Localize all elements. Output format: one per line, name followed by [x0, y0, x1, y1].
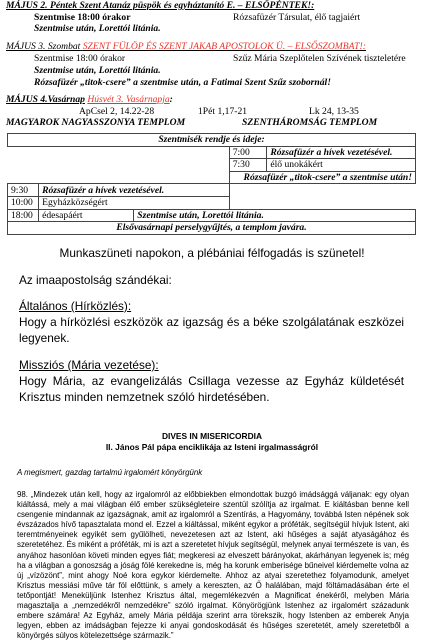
- encyclical-section-title: A megismert, gazdag tartalmú irgalomért könyörgünk: [17, 468, 203, 477]
- mass-time: 9:30: [8, 184, 39, 197]
- reading-1: ApCsel 2, 14.22-28: [79, 106, 155, 117]
- general-intention-title: Általános (Hírközlés):: [19, 299, 132, 313]
- apostolate-heading: Az imaapostolság szándékai:: [19, 273, 172, 287]
- office-hours-notice: Munkaszüneti napokon, a plébániai félfogadás is szünetel!: [59, 246, 365, 260]
- table-row: [8, 196, 416, 209]
- may2-after-mass: Szentmise után, Lorettói litánia.: [34, 23, 161, 34]
- mass-intention: Egyházközségért: [39, 196, 230, 209]
- may3-after-mass: Szentmise után, Lorettói litánia.: [34, 65, 161, 76]
- mass-intention: Rózsafüzér „titok-csere” a szentmise után!: [229, 171, 415, 184]
- mass-time: 10:00: [8, 196, 39, 209]
- table-footer-row: [8, 222, 416, 235]
- table-row: [8, 184, 416, 197]
- mass-intention: édesapáért: [39, 209, 134, 222]
- table-row: [8, 209, 416, 222]
- church-left: MAGYAROK NAGYASSZONYA TEMPLOM: [6, 117, 186, 128]
- may3-mass-time: Szentmise 18:00 órakor: [34, 53, 126, 64]
- table-header: Szentmisék rendje és ideje:: [8, 134, 416, 147]
- church-right: SZENTHÁROMSÁG TEMPLOM: [242, 117, 378, 128]
- reading-2: 1Pét 1,17-21: [198, 106, 248, 117]
- may3-date: MÁJUS 3. Szombat SZENT FÜLÖP ÉS SZENT JAKAB APOSTOLOK Ü. – ELSŐSZOMBAT!:: [6, 41, 366, 52]
- mass-time: 18:00: [8, 209, 39, 222]
- may4-date: MÁJUS 4.Vasárnap Húsvét 3. Vasárnapja:: [6, 94, 173, 105]
- table-footer: Elsővasárnapi perselygyűjtés, a templom javára.: [8, 222, 416, 235]
- mission-intention-text: Hogy Mária, az evangelizálás Csillaga vezesse az Egyház küldetését Krisztus minden nemzetnek szóló hirdetésében.: [19, 374, 404, 404]
- mass-time: 7:30: [229, 159, 267, 172]
- encyclical-paragraph: 98. „Mindezek után kell, hogy az irgalomról az előbbiekben elmondottak buzgó imádsággá váljanak: egy olyan kiáltássá, mely a mai világban élő ember szükségleteire szentül szólítja az irgalmat. E kiáltásban benne kell csengenie mindannak az igazságnak, amit az irgalomról a Szentírás, a Hagyomány, továbbá Isten népének sok évszázados hívő tapasztalata mond el. Ezzel a kiáltással, miként egykor a próféták, segítségül hívjuk Istent, aki teremtményeinek egyikét sem gyűlölheti, nevezetesen azt az Istent, aki hűséges a saját atyaságához és szeretetéhez. És miként a próféták, mi is azt a szeretetet hívjuk segítségül, melynek anyai természete is van, és anyához hasonlóan követi minden egyes fiát; megkeresi az elveszett bárányokat, akárhányan legyenek is; még ha a világban a gonoszság a jóság fölé kerekedne is, még ha korunk emberisége bűneivel kiérdemelte volna az új „vízözönt”, mint ahogy Noé kora egykor kiérdemelte. Ahhoz az atyai szeretethez folyamodunk, amelyet Krisztus messiási műve tár föl előttünk, s amely a kereszten, az Ő halálában, majd föltámadásában érte el tetőpontját! Meneküljünk Istenhez Krisztus által, megemlékezvén a Magnificat énekéről, melyben Mária magasztalja a „nemzedékről nemzedékre” szóló irgalmat. Könyörögjünk Istenhez az irgalomért századunk embere számára! Az Egyház, amely Mária példája szerint arra törekszik, hogy Istenben az emberek Anyja legyen, ebben az imádságban fejezze ki anyai gondoskodását és hűséges szeretetét, amely szeretetből a könyörgés súlyos kötelezettsége származik.”: [17, 490, 409, 641]
- mission-intention-title: Missziós (Mária vezetése):: [19, 358, 159, 372]
- may3-rosary-note: Rózsafüzér „titok-csere” a szentmise után, a Fatimai Szent Szűz szobornál!: [34, 77, 331, 88]
- table-row: [8, 159, 416, 172]
- mass-intention: Rózsafüzér a hívek vezetésével.: [267, 146, 416, 159]
- reading-3: Lk 24, 13-35: [309, 106, 359, 117]
- general-intention-text: Hogy a hírközlési eszközök az igazság és a béke szolgálatának eszközei legyenek.: [19, 315, 404, 345]
- table-header-row: [8, 134, 416, 147]
- encyclical-title: DIVES IN MISERICORDIA: [161, 431, 263, 441]
- mass-time: 7:00: [229, 146, 267, 159]
- table-row: [8, 171, 416, 184]
- encyclical-subtitle: II. János Pál pápa enciklikája az Isteni irgalmasságról: [105, 442, 319, 452]
- mass-schedule-table: [7, 133, 416, 235]
- may2-mass-intention: Rózsafüzér Társulat, élő tagjaiért: [233, 12, 361, 23]
- mass-intention: élő unokákért: [267, 159, 416, 172]
- may2-mass-time: Szentmise 18:00 órakor: [34, 12, 131, 23]
- may2-date: MÁJUS 2. Péntek Szent Atanáz püspök és egyháztanító E. – ELSŐPÉNTEK!:: [6, 0, 315, 11]
- mass-intention: Rózsafüzér a hívek vezetésével.: [39, 184, 230, 197]
- mass-note: Szentmise után, Lorettói litánia.: [134, 209, 267, 222]
- may3-mass-intention: Szűz Mária Szeplőtelen Szívének tiszteletére: [233, 53, 406, 64]
- table-row: [8, 146, 416, 159]
